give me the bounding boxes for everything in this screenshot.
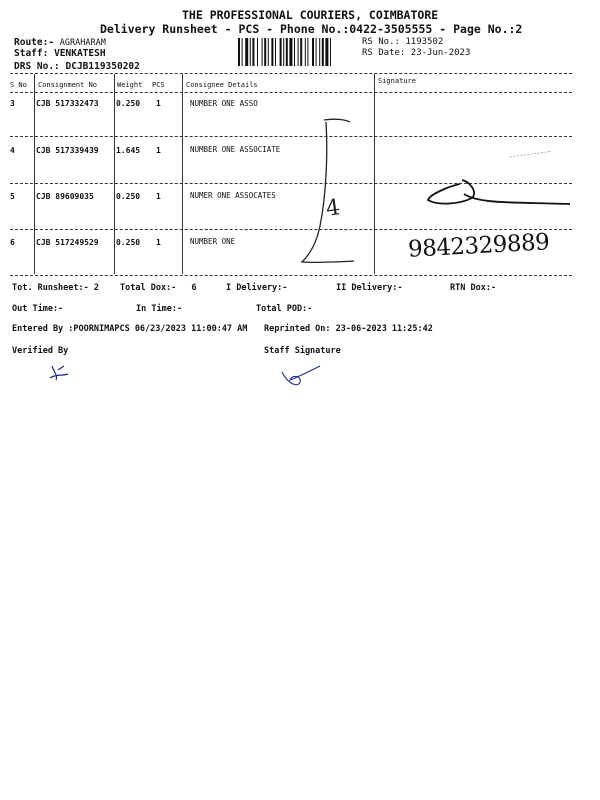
cell-weight: 1.645	[116, 146, 141, 155]
cell-consignment: CJB 517339439	[36, 146, 99, 155]
cell-weight: 0.250	[116, 192, 141, 201]
table-header-rule	[10, 92, 572, 93]
cell-consignment: CJB 517249529	[36, 238, 99, 247]
staff-label: Staff:	[14, 48, 49, 59]
cell-consignment: CJB 517332473	[36, 99, 99, 108]
col-divider	[34, 74, 35, 274]
cell-pcs: 1	[156, 238, 161, 247]
col-header-weight: Weight	[117, 81, 143, 89]
col-header-pcs: PCS	[152, 81, 165, 89]
cell-sno: 3	[10, 99, 15, 108]
cell-sno: 6	[10, 238, 15, 247]
cell-weight: 0.250	[116, 238, 141, 247]
in-time-label: In Time:-	[136, 304, 183, 314]
tot-runsheet-label: Tot. Runsheet:-	[12, 283, 89, 293]
col-divider	[114, 74, 115, 274]
handwritten-phone: 9842329889	[407, 229, 550, 263]
col-header-sno: S No	[10, 81, 27, 89]
staff-line	[14, 48, 106, 59]
cell-sno: 4	[10, 146, 15, 155]
rs-date-line	[362, 48, 470, 58]
reprinted-on: Reprinted On: 23-06-2023 11:25:42	[264, 324, 433, 334]
route-label: Route:-	[14, 37, 55, 48]
staff-signature-mark	[278, 362, 328, 392]
cell-pcs: 1	[156, 192, 161, 201]
cell-sno: 5	[10, 192, 15, 201]
table-bottom-rule	[10, 275, 572, 276]
route-line	[14, 37, 106, 48]
rs-no-value: 1193502	[405, 37, 444, 47]
cell-consignee: NUMBER ONE ASSOCIATE	[190, 145, 281, 154]
drs-line	[14, 61, 140, 72]
col-header-consignment: Consignment No	[38, 81, 98, 89]
col-header-signature: Signature	[378, 77, 416, 85]
total-dox	[120, 283, 197, 293]
cell-consignment: CJB 89609035	[36, 192, 94, 201]
entered-by: Entered By :POORNIMAPCS 06/23/2023 11:00:47 AM	[12, 324, 248, 334]
drs-label: DRS No.:	[14, 61, 60, 72]
staff-signature-label: Staff Signature	[264, 346, 341, 356]
rs-no-line	[362, 37, 443, 47]
recipient-signature	[420, 174, 580, 214]
company-name: THE PROFESSIONAL COURIERS, COIMBATORE	[182, 8, 439, 22]
cell-pcs: 1	[156, 146, 161, 155]
row-rule	[10, 136, 572, 137]
cell-consignee: NUMER ONE ASSOCATES	[190, 191, 276, 200]
staff-value: VENKATESH	[54, 48, 106, 59]
ii-delivery-label: II Delivery:-	[336, 283, 403, 293]
handwritten-tick	[508, 145, 558, 161]
row-rule	[10, 229, 572, 230]
total-pod-label: Total POD:-	[256, 304, 313, 314]
total-dox-value: 6	[191, 283, 197, 293]
tot-runsheet-value: 2	[93, 283, 100, 293]
route-value: AGRAHARAM	[59, 38, 106, 48]
drs-value: DCJB119350202	[65, 61, 140, 72]
tot-runsheet	[12, 283, 99, 293]
barcode	[238, 38, 358, 66]
runsheet-subtitle: Delivery Runsheet - PCS - Phone No.:0422-3505555 - Page No.:2	[100, 22, 523, 36]
col-header-consignee: Consignee Details	[186, 81, 258, 89]
handwritten-mark: 4	[324, 195, 342, 222]
table-top-rule	[10, 73, 572, 74]
cell-pcs: 1	[156, 99, 161, 108]
verifier-signature	[46, 362, 76, 384]
total-dox-label: Total Dox:-	[120, 283, 177, 293]
cell-consignee: NUMBER ONE	[190, 237, 236, 246]
cell-weight: 0.250	[116, 99, 141, 108]
verified-by-label: Verified By	[12, 346, 69, 356]
rtn-dox-label: RTN Dox:-	[450, 283, 497, 293]
rs-date-value: 23-Jun-2023	[410, 48, 471, 58]
rs-no-label: RS No.:	[362, 37, 400, 47]
out-time-label: Out Time:-	[12, 304, 64, 314]
col-divider	[182, 74, 183, 274]
rs-date-label: RS Date:	[362, 48, 406, 58]
i-delivery-label: I Delivery:-	[226, 283, 288, 293]
cell-consignee: NUMBER ONE ASSO	[190, 99, 258, 108]
